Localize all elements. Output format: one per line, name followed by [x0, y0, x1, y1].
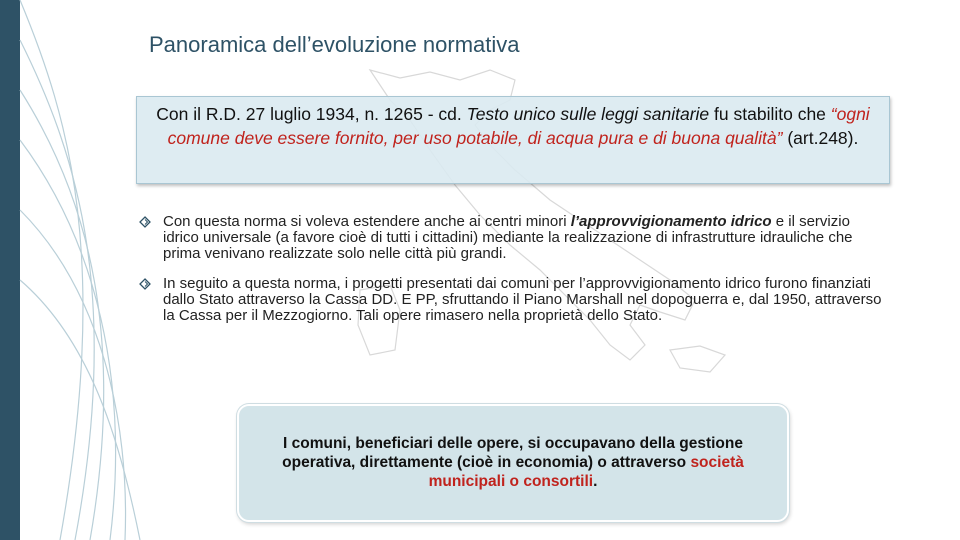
callout-text [264, 434, 762, 491]
bullet-emphasis: l’approvvigionamento idrico [570, 213, 772, 230]
quotation-text: “ogni comune deve essere fornito, per uso potabile, di acqua pura e di buona qualità” [167, 104, 870, 148]
article-reference: (art.248). [782, 128, 859, 148]
list-item [138, 214, 888, 262]
law-quote-box [136, 96, 890, 184]
callout-highlight: società municipali o consortili [428, 454, 744, 490]
diamond-bullet-icon [138, 276, 152, 292]
bullet-text: In seguito a questa norma, i progetti presentati dai comuni per l’approvvigionamento idrico furono finanziati dallo Stato attraverso la Cassa DD. E PP, sfruttando il Piano Marshall nel dopoguerra e, dal 1950, attraverso la Cassa per il Mezzogiorno. Tali opere rimasero nella proprietà dello Stato. [163, 275, 882, 324]
bullet-list [138, 214, 888, 338]
list-item [138, 276, 888, 324]
law-title: Testo unico sulle leggi sanitarie [466, 104, 710, 124]
quote-intro: Con il R.D. 27 luglio 1934, n. 1265 - cd. [156, 104, 467, 124]
decorative-curves [0, 0, 150, 540]
callout-main: I comuni, beneficiari delle opere, si occupavano della gestione operativa, direttamente (cioè in economia) o attraverso [282, 435, 743, 471]
quote-middle: fu stabilito che [709, 104, 831, 124]
diamond-bullet-icon [138, 214, 152, 230]
callout-end: . [593, 473, 598, 490]
page-title: Panoramica dell’evoluzione normativa [149, 32, 520, 57]
bullet-text-end: e il servizio idrico universale (a favore cioè di tutti i cittadini) mediante la realizzazione di infrastrutture idrauliche che prima venivano realizzate solo nelle città più grandi. [163, 213, 853, 262]
bullet-text-start: Con questa norma si voleva estendere anche ai centri minori [163, 213, 571, 230]
